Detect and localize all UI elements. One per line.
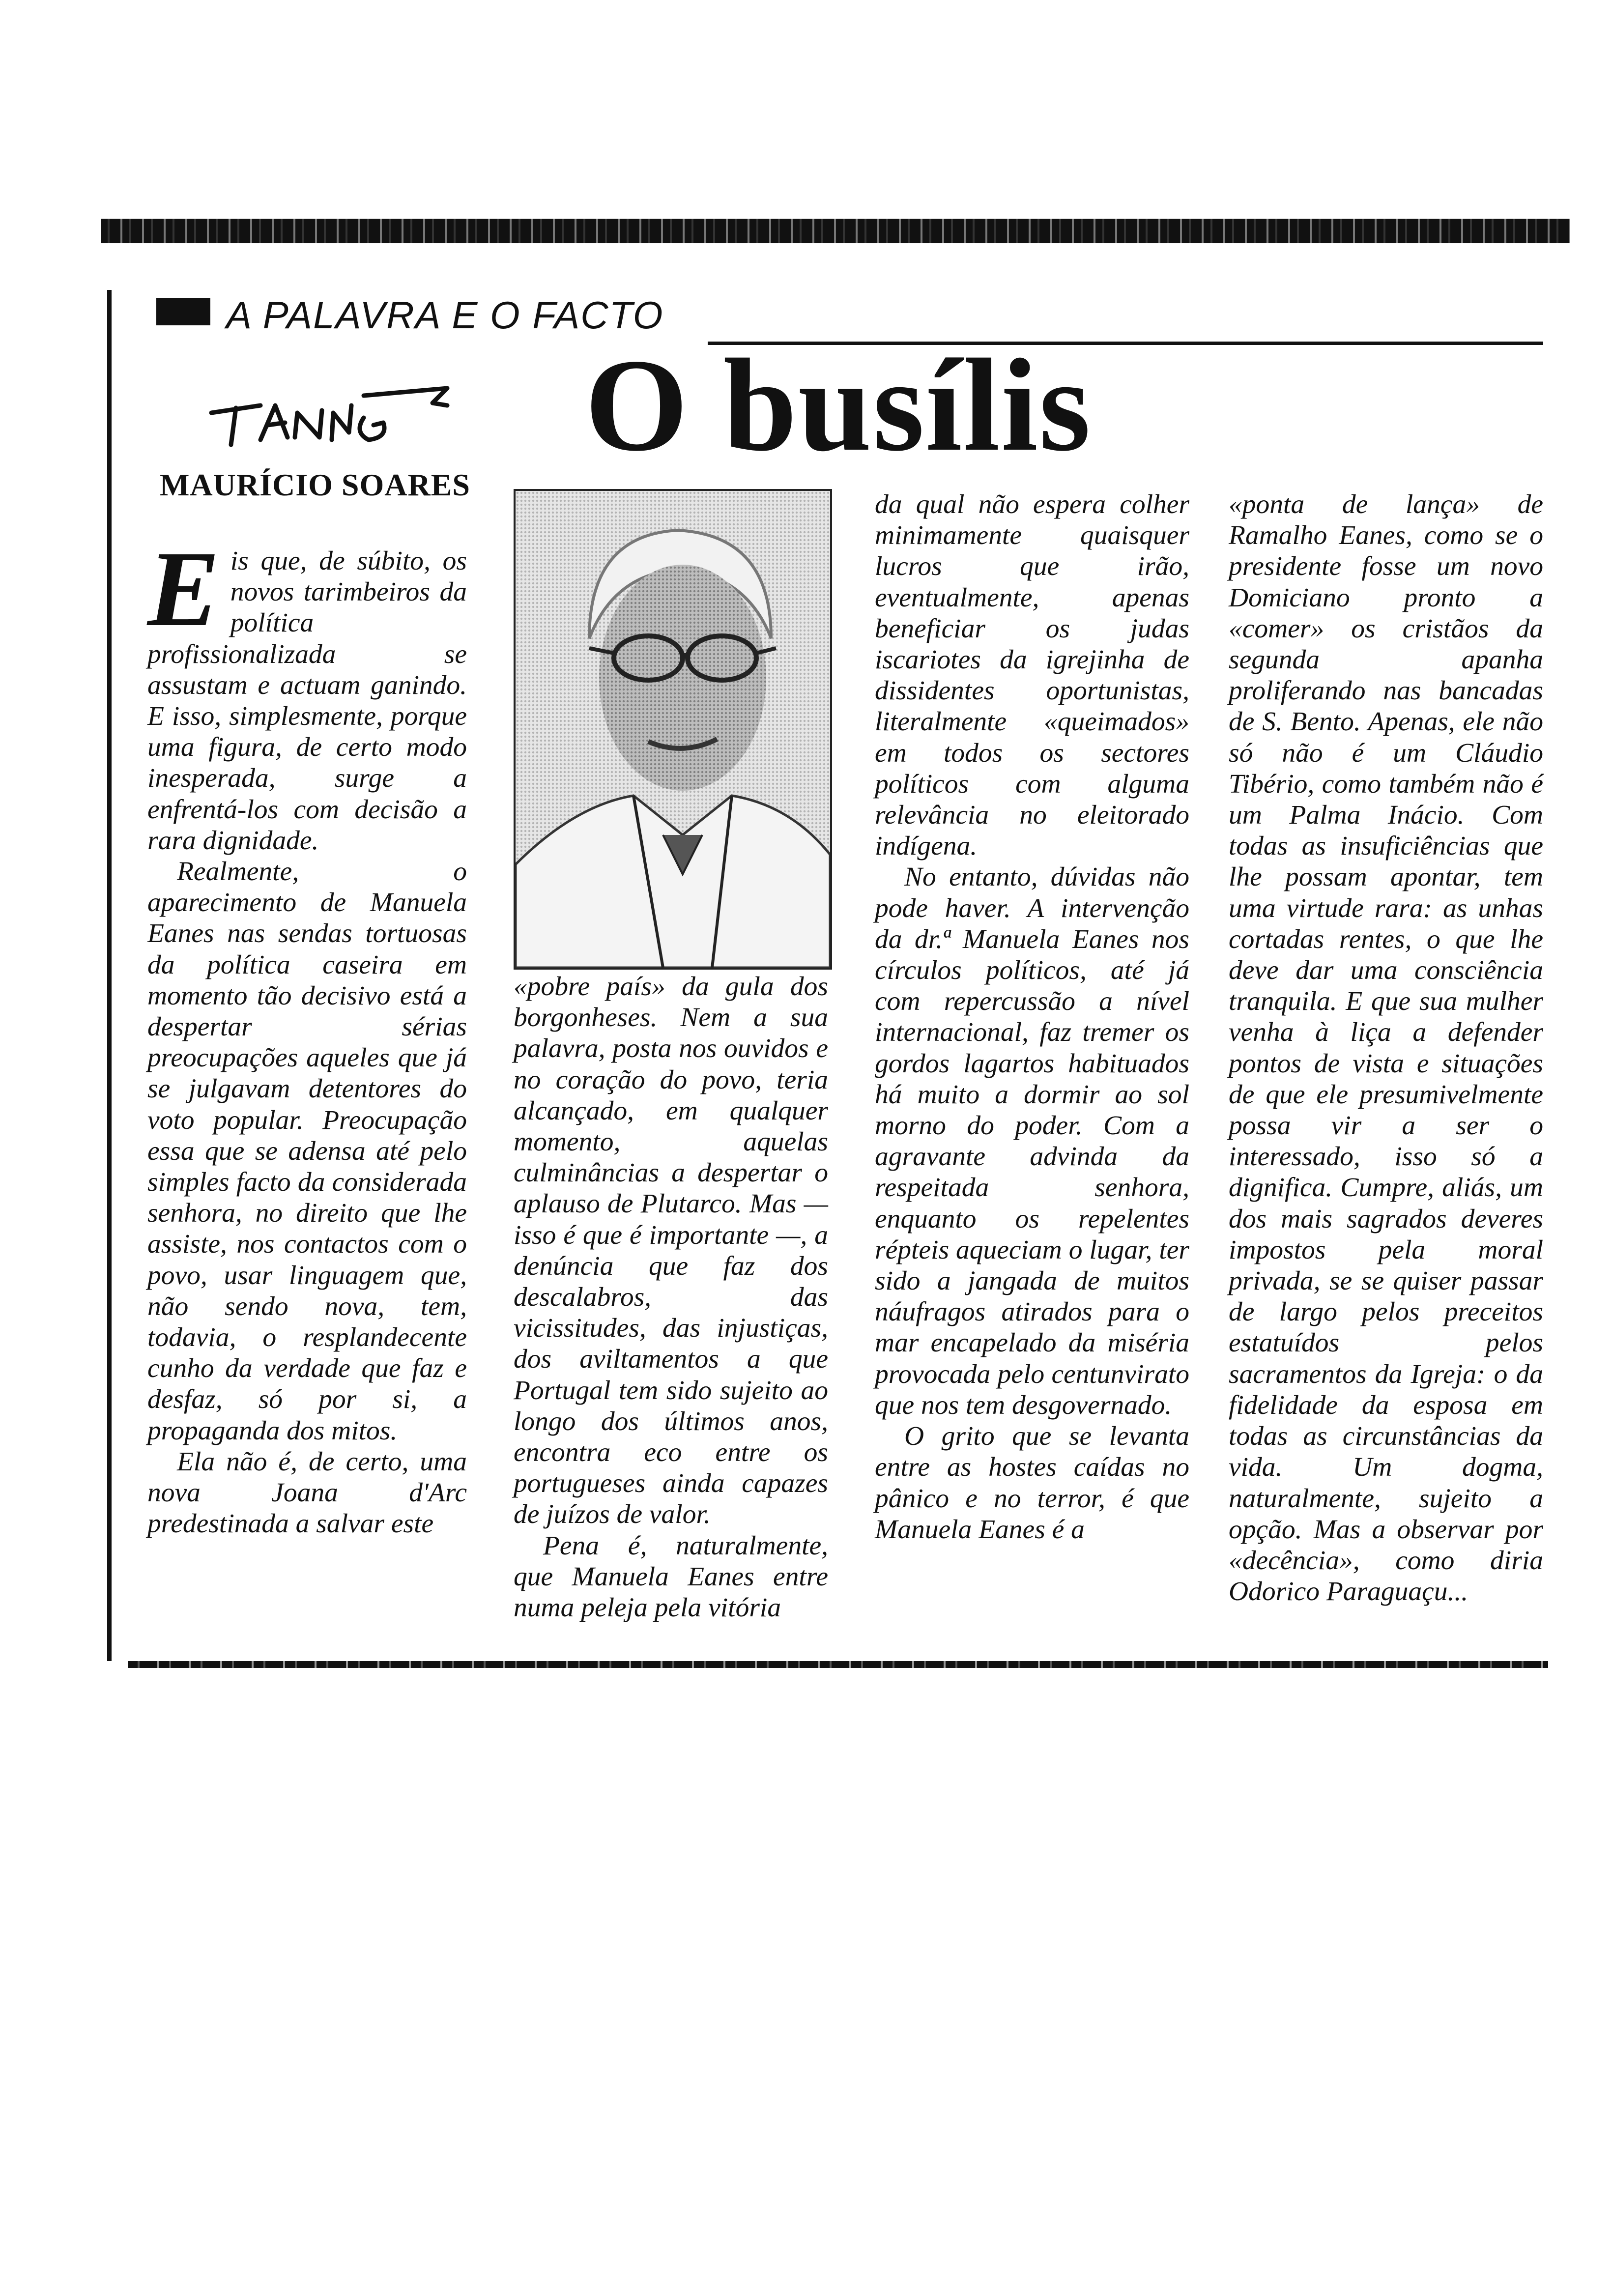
paragraph: «ponta de lança» de Ramalho Eanes, como se o presidente fosse um novo Domiciano pronto a «comer» os cristãos da segunda apanha proliferando nas bancadas de S. Bento. Apenas, ele não só não é um Cláudio Tibério, como também não é um Palma Inácio. Com todas as insuficiências que lhe possam apontar, tem uma virtude rara: as unhas cortadas rentes, o que lhe deve dar uma consciência tranquila. E que sua mulher venha à liça a defender pontos de vista e situações de que ele presumivelmente possa vir a ser o interessado, isso só a dignifica. Cumpre, aliás, um dos mais sagrados deveres impostos pela moral privada, se se quiser passar de largo pelos preceitos estatuídos pelos sacramentos da Igreja: o da fidelidade da esposa em todas as circunstâncias da vida. Um dogma, naturalmente, sujeito a opção. Mas a observar por «decência», como diria Odorico Paraguaçu... bbox=[1229, 489, 1543, 1607]
article-column-4 bbox=[1229, 489, 1543, 1607]
bottom-halftone-rule bbox=[128, 1661, 1548, 1668]
article-column-3 bbox=[875, 489, 1189, 1545]
portrait-image bbox=[516, 491, 830, 968]
paragraph: Ela não é, de certo, uma nova Joana d'Arc predestinada a salvar este bbox=[147, 1446, 467, 1539]
paragraph: «pobre país» da gula dos borgonheses. Nem a sua palavra, posta nos ouvidos e no coração do povo, teria alcançado, em qualquer momento, aquelas culminâncias a despertar o aplauso de Plutarco. Mas — isso é que é importante —, a denúncia que faz dos descalabros, das vicissitudes, das injustiças, dos aviltamentos a que Portugal tem sido sujeito ao longo dos últimos anos, encontra eco entre os portugueses ainda capazes de juízos de valor. bbox=[514, 972, 828, 1530]
paragraph: Realmente, o aparecimento de Manuela Eanes nas sendas tortuosas da política caseira em momento tão decisivo está a despertar sérias preocupações aqueles que já se julgavam detentores do voto popular. Preocupação essa que se adensa até pelo simples facto da considerada senhora, no direito que lhe assiste, nos contactos com o povo, usar linguagem que, não sendo nova, tem, todavia, o resplandecente cunho da verdade que faz e desfaz, só por si, a propaganda dos mitos. bbox=[147, 857, 467, 1446]
top-halftone-rule bbox=[101, 219, 1570, 243]
author-byline: MAURÍCIO SOARES bbox=[160, 467, 470, 502]
left-vertical-rule bbox=[107, 290, 112, 1661]
article-column-2 bbox=[514, 971, 828, 1623]
paragraph: O grito que se levanta entre as hostes caídas no pânico e no terror, é que Manuela Eanes é a bbox=[875, 1421, 1189, 1545]
drop-cap: E bbox=[147, 529, 220, 649]
paragraph: da qual não espera colher minimamente quaisquer lucros que irão, eventualmente, apenas beneficiar os judas iscariotes da igrejinha de dissidentes oportunistas, literalmente «queimados» em todos os sectores políticos com alguma relevância no eleitorado indígena. bbox=[875, 489, 1189, 861]
section-marker-icon bbox=[156, 298, 210, 325]
paragraph: Pena é, naturalmente, que Manuela Eanes entre numa peleja pela vitória bbox=[514, 1530, 828, 1623]
headline: O busílis bbox=[585, 332, 1092, 479]
paragraph: Eis que, de súbito, os novos tarimbeiros da política profissionalizada se assustam e actuam ganindo. E isso, simplesmente, porque uma figura, de certo modo inesperada, surge a enfrentá-los com decisão a rara dignidade. bbox=[147, 529, 467, 856]
author-portrait-photo bbox=[514, 489, 832, 970]
section-title: A PALAVRA E O FACTO bbox=[226, 293, 664, 337]
paragraph: No entanto, dúvidas não pode haver. A intervenção da dr.ª Manuela Eanes nos círculos políticos, até já com repercussão a nível internacional, faz tremer os gordos lagartos habituados há muito a dormir ao sol morno do poder. Com a agravante advinda da respeitada senhora, enquanto os repelentes répteis aqueciam o lugar, ter sido a jangada de muitos náufragos atirados para o mar encapelado da miséria provocada pelo centunvirato que nos tem desgovernado. bbox=[875, 862, 1189, 1420]
handwritten-signature bbox=[202, 359, 457, 447]
article-column-1 bbox=[147, 529, 467, 1540]
